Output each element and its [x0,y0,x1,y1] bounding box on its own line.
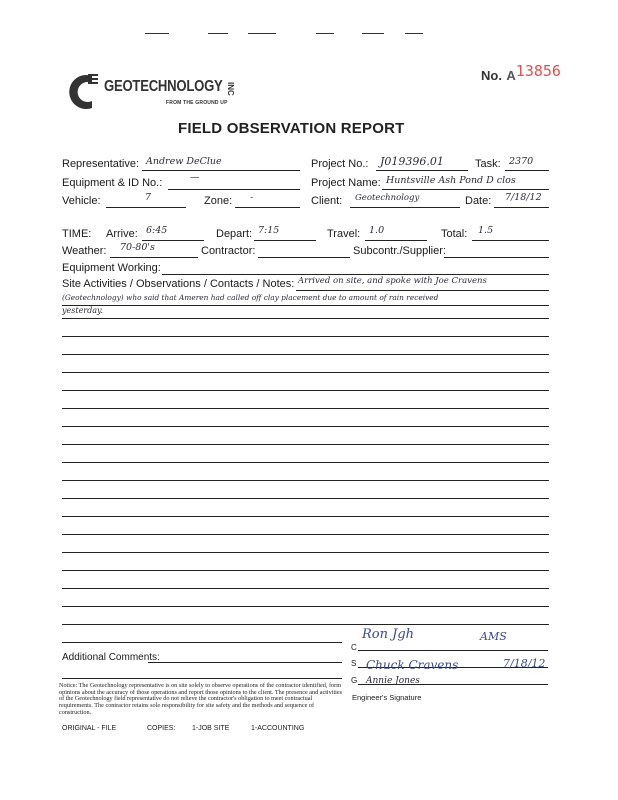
signature-2-date[interactable]: 7/18/12 [503,657,546,670]
equipment-id-value[interactable]: — [190,172,200,183]
equipment-working-line [162,274,549,275]
notes-rule [62,390,549,391]
notes-rule [62,534,549,535]
date-label: Date: [465,195,492,207]
representative-value[interactable]: Andrew DeClue [146,156,222,167]
footer-original: ORIGINAL - FILE [62,725,117,732]
arrive-value[interactable]: 6:45 [146,225,168,236]
top-dash [248,33,276,34]
page-title: FIELD OBSERVATION REPORT [178,120,405,137]
equipment-id-line [168,189,300,190]
representative-line [142,170,300,171]
time-label: TIME: [62,228,92,240]
site-activities-line-1[interactable]: Arrived on site, and spoke with Joe Cravens [298,276,487,286]
top-dash [405,33,423,34]
client-value[interactable]: Geotechnology [355,193,420,203]
signature-1-initials[interactable]: AMS [480,630,507,643]
weather-value[interactable]: 70-80's [120,242,155,253]
client-label: Client: [311,195,343,207]
arrive-line [142,240,204,241]
notes-rule [62,305,549,306]
task-value[interactable]: 2370 [509,156,534,167]
vehicle-value[interactable]: 7 [145,192,152,203]
report-number-prefix: A [506,68,516,83]
notes-rule [62,606,549,607]
date-line [494,207,549,208]
notes-rule [62,516,549,517]
additional-comments-line [148,662,342,663]
travel-label: Travel: [327,228,361,240]
zone-label: Zone: [204,195,233,207]
company-tagline: FROM THE GROUND UP [166,100,228,106]
top-dash [145,33,169,34]
task-label: Task: [475,158,501,170]
company-suffix: INC [226,82,235,96]
depart-line [254,240,316,241]
date-value[interactable]: 7/18/12 [505,192,542,203]
notes-rule [62,498,549,499]
top-dash [362,33,384,34]
notes-rule [62,408,549,409]
client-line [350,207,460,208]
signature-1[interactable]: Ron Jgh [362,627,415,642]
notes-rule [62,372,549,373]
company-logo [62,70,302,114]
project-name-value[interactable]: Huntsville Ash Pond D clos [386,175,516,186]
signature-label-2: S [351,659,357,668]
notes-rule [62,570,549,571]
contractor-label: Contractor: [201,245,256,257]
footer-job-site: 1-JOB SITE [192,725,230,732]
project-no-line [376,170,468,171]
notes-rule [62,444,549,445]
project-name-label: Project Name: [311,177,381,189]
report-number [481,62,561,85]
site-activities-label: Site Activities / Observations / Contacts / Notes: [62,278,295,290]
weather-line [110,257,198,258]
signature-label-1: C [351,643,357,652]
logo-mark-icon [62,70,102,114]
travel-value[interactable]: 1.0 [369,225,385,236]
report-number-label: No. [481,68,502,83]
subcontractor-label: Subcontr./Supplier: [353,245,446,257]
top-dash [316,33,334,34]
arrive-label: Arrive: [106,228,138,240]
site-activities-line [296,290,549,291]
notes-rule [62,678,342,679]
site-activities-line-3[interactable]: yesterday. [62,306,104,315]
engineer-signature[interactable]: Annie Jones [366,676,420,686]
notes-rule [62,462,549,463]
notes-rule [62,624,549,625]
vehicle-label: Vehicle: [62,195,101,207]
vehicle-line [106,207,186,208]
notes-rule [62,426,549,427]
notice-text: Notice: The Geotechnology representative is on site solely to observe operations of the contractor identified, form opinions about the accuracy of those operations and report those opinions to the client. The presence and activities of the Geotechnology field representative do not relieve the contractor's obligation to meet contractual requirements. The contractor retains sole responsibility for site safety and the methods and sequence of construction. [59,682,343,716]
zone-value[interactable]: - [250,192,254,203]
signature-line-1 [358,650,548,651]
project-no-value[interactable]: J019396.01 [380,155,444,168]
footer-accounting: 1-ACCOUNTING [251,725,305,732]
project-no-label: Project No.: [311,158,369,170]
report-number-value: 13856 [515,62,561,80]
depart-value[interactable]: 7:15 [258,225,280,236]
notes-rule [62,642,342,643]
engineer-signature-label: Engineer's Signature [352,693,422,702]
top-dash [208,33,228,34]
signature-label-3: G [351,676,358,685]
total-value[interactable]: 1.5 [478,225,494,236]
footer-copies: COPIES: [147,725,176,732]
zone-line [235,207,300,208]
additional-comments-label: Additional Comments: [62,652,160,663]
equipment-working-label: Equipment Working: [62,262,161,274]
total-label: Total: [441,228,468,240]
weather-label: Weather: [62,245,107,257]
notes-rule [62,480,549,481]
depart-label: Depart: [216,228,253,240]
subcontractor-line [444,257,549,258]
equipment-id-label: Equipment & ID No.: [62,177,163,189]
signature-2[interactable]: Chuck Cravens [366,658,459,672]
project-name-line [382,189,549,190]
representative-label: Representative: [62,158,140,170]
notes-rule [62,318,549,319]
notes-rule [62,588,549,589]
notes-rule [62,336,549,337]
travel-line [365,240,427,241]
notes-rule [62,552,549,553]
company-name: GEOTECHNOLOGY [104,78,223,95]
site-activities-line-2[interactable]: (Geotechnology) who said that Ameren had called off clay placement due to amount of rain received [62,293,439,302]
total-line [472,240,549,241]
task-line [505,170,549,171]
contractor-line [258,257,350,258]
notes-rule [62,354,549,355]
